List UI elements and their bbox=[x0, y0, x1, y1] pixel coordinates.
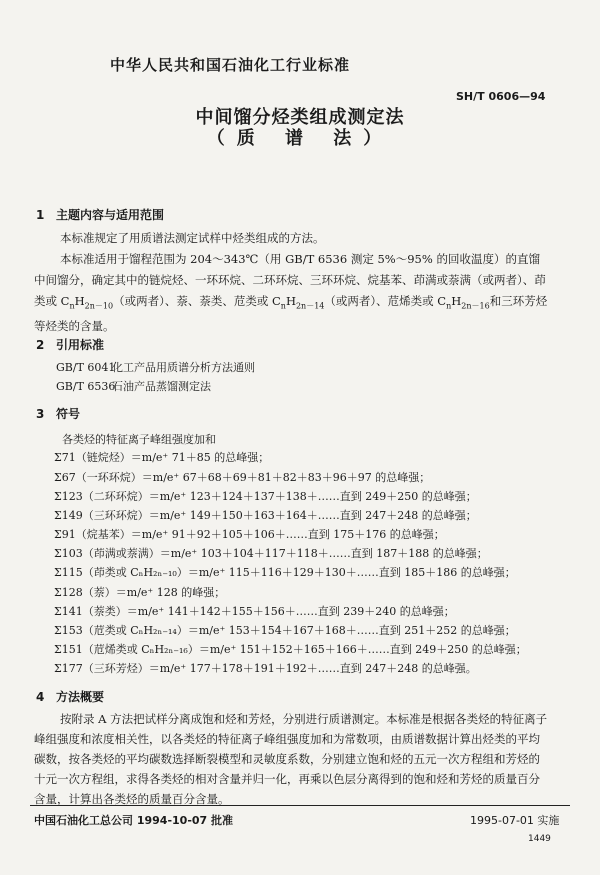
symbol-line: Σ103（茚满或萘满）＝m/e⁺ 103＋104＋117＋118＋……直到 187＋188 的总峰强； bbox=[54, 547, 488, 560]
reference-title: 化工产品用质谱分析方法通则 bbox=[112, 361, 255, 374]
page-number: 1449 bbox=[528, 834, 551, 844]
para2-text-3: （或两者）、苊烯类或 C bbox=[324, 294, 447, 308]
standard-type-heading: 中华人民共和国石油化工行业标准 bbox=[110, 56, 351, 74]
symbols-intro: 各类烃的特征离子峰组强度加和 bbox=[62, 433, 216, 446]
section-2-number: 2 bbox=[36, 338, 45, 352]
reference-code: GB/T 6536 bbox=[56, 380, 116, 393]
reference-item bbox=[56, 378, 211, 394]
section-3-title: 符号 bbox=[56, 407, 81, 421]
formula-sub: 2n－14 bbox=[295, 301, 325, 311]
section-1-title: 主题内容与适用范围 bbox=[56, 208, 165, 222]
section-4-para: 按附录 A 方法把试样分离成饱和烃和芳烃，分别进行质谱测定。本标准是根据各类烃的特征离子峰组强度和浓度相关性，以各类烃的特征离子峰组强度加和为常数项，由质谱数据计算出烃类的平均碳数，按各类烃的平均碳数选择断裂模型和灵敏度系数，分别建立饱和烃的五元一次方程组和芳烃的十元一次方程组，求得各类烃的相对含量并归一化，再乘以色层分离得到的饱和烃和芳烃的质量百分含量，计算出各类烃的质量百分含量。 bbox=[34, 712, 548, 806]
symbol-line: Σ67（一环环烷）＝m/e⁺ 67＋68＋69＋81＋82＋83＋96＋97 的总峰强； bbox=[54, 471, 431, 484]
section-1-para-1: 本标准规定了用质谱法测定试样中烃类组成的方法。 bbox=[60, 231, 325, 245]
section-3-heading bbox=[36, 405, 80, 422]
symbol-line: Σ141（萘类）＝m/e⁺ 141＋142＋155＋156＋……直到 239＋240 的总峰强； bbox=[54, 605, 455, 618]
formula-sub: n bbox=[69, 301, 75, 311]
section-3-number: 3 bbox=[36, 407, 45, 421]
symbol-line: Σ71（链烷烃）＝m/e⁺ 71＋85 的总峰强； bbox=[54, 451, 270, 464]
approval-line: 中国石油化工总公司 1994-10-07 批准 bbox=[34, 814, 234, 827]
symbol-line: Σ151（苊烯类或 CₙH₂ₙ₋₁₆）＝m/e⁺ 151＋152＋165＋166＋……直到 249＋250 的总峰强； bbox=[54, 643, 527, 656]
footer-divider bbox=[30, 805, 570, 806]
para2-text-4: 和三环芳烃等烃类的含量。 bbox=[34, 294, 548, 334]
para2-text-1: 本标准适用于馏程范围为 204～343℃（用 GB/T 6536 测定 5%～95% 的回收温度）的直馏中间馏分，确定其中的链烷烃、一环环烷、二环环烷、三环环烷、烷基苯、茚满或萘满（或两者）、茚类或 C bbox=[34, 252, 546, 308]
section-1-para-2 bbox=[34, 249, 548, 337]
formula-sub: 2n－10 bbox=[84, 301, 114, 311]
section-4-title: 方法概要 bbox=[56, 690, 105, 704]
symbol-line: Σ128（萘）＝m/e⁺ 128 的峰强； bbox=[54, 586, 226, 599]
formula-sub: n bbox=[280, 301, 286, 311]
formula-h: H bbox=[451, 294, 462, 308]
formula-h: H bbox=[285, 294, 296, 308]
formula-sub: n bbox=[446, 301, 452, 311]
reference-item bbox=[56, 359, 255, 375]
standard-code: SH/T 0606—94 bbox=[456, 90, 546, 103]
symbol-line: Σ177（三环芳烃）＝m/e⁺ 177＋178＋191＋192＋……直到 247＋248 的总峰强。 bbox=[54, 662, 477, 675]
section-4-heading bbox=[36, 688, 104, 705]
implementation-date: 1995-07-01 实施 bbox=[470, 814, 560, 827]
reference-title: 石油产品蒸馏测定法 bbox=[112, 380, 211, 393]
formula-sub: 2n－16 bbox=[461, 301, 490, 311]
symbol-line: Σ115（茚类或 CₙH₂ₙ₋₁₀）＝m/e⁺ 115＋116＋129＋130＋……直到 185＋186 的总峰强； bbox=[54, 566, 516, 579]
para2-text-2: （或两者）、萘、萘类、苊类或 C bbox=[113, 294, 281, 308]
symbol-line: Σ153（苊类或 CₙH₂ₙ₋₁₄）＝m/e⁺ 153＋154＋167＋168＋……直到 251＋252 的总峰强； bbox=[54, 624, 516, 637]
section-1-number: 1 bbox=[36, 208, 45, 222]
section-2-title: 引用标准 bbox=[56, 338, 105, 352]
document-title: 中间馏分烃类组成测定法 bbox=[195, 107, 405, 128]
section-2-heading bbox=[36, 336, 104, 353]
section-1-heading bbox=[36, 206, 164, 223]
symbol-line: Σ91（烷基苯）＝m/e⁺ 91＋92＋105＋106＋……直到 175＋176 的总峰强； bbox=[54, 528, 445, 541]
section-4-number: 4 bbox=[36, 690, 45, 704]
formula-h: H bbox=[74, 294, 85, 308]
reference-code: GB/T 6041 bbox=[56, 361, 116, 374]
symbol-line: Σ123（二环环烷）＝m/e⁺ 123＋124＋137＋138＋……直到 249＋250 的总峰强； bbox=[54, 490, 477, 503]
method-subtitle: （质 谱 法） bbox=[206, 128, 394, 149]
symbol-line: Σ149（三环环烷）＝m/e⁺ 149＋150＋163＋164＋……直到 247＋248 的总峰强； bbox=[54, 509, 477, 522]
